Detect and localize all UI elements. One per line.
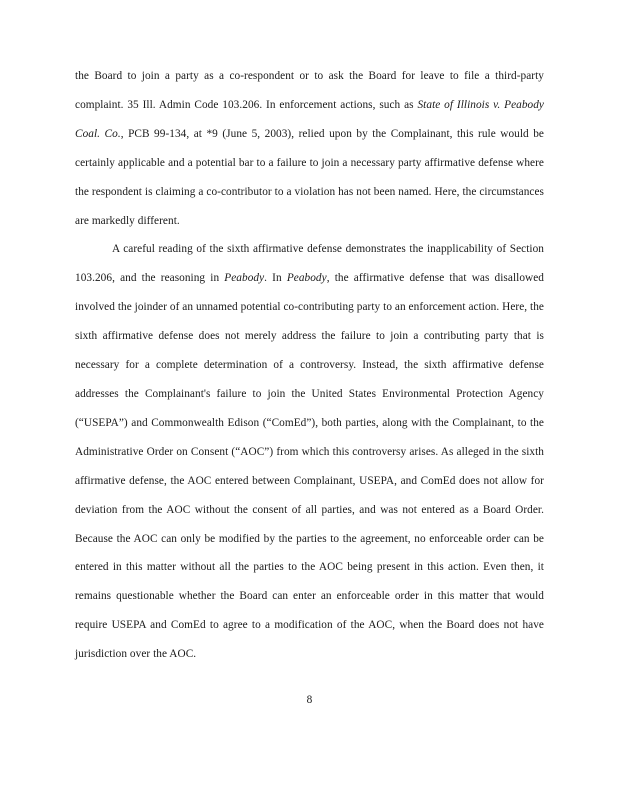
paragraph-1	[75, 62, 544, 235]
case-citation-peabody-1: Peabody	[224, 272, 265, 285]
paragraph-2-text-part-1: A careful reading of the sixth affirmative defense demonstrates the inapplicability of Section 103.206, and the reasoning in	[75, 243, 544, 285]
case-citation-peabody-2: Peabody	[286, 272, 327, 285]
page-number: 8	[306, 694, 313, 706]
paragraph-1-text-part-1: the Board to join a party as a co-respondent or to ask the Board for leave to file a third-party complaint. 35 Ill. Admin Code 103.206. In enforcement actions, such as	[75, 70, 544, 111]
paragraph-2	[75, 235, 544, 669]
paragraph-2-text-part-2: . In	[264, 272, 287, 285]
case-citation-state-v-peabody: State of Illinois v. Peabody Coal. Co.	[75, 98, 544, 140]
paragraph-1-text-part-2: , PCB 99-134, at *9 (June 5, 2003), relied upon by the Complainant, this rule would be certainly applicable and a potential bar to a failure to join a necessary party affirmative defense where the respondent is claiming a co-contributor to a violation has not been named. Here, the circumstances are markedly different.	[75, 127, 545, 227]
document-body	[75, 62, 544, 669]
paragraph-2-text-part-3: , the affirmative defense that was disallowed involved the joinder of an unnamed potential co-contributing party to an enforcement action. Here, the sixth affirmative defense does not merely address the failure to join a contributing party that is necessary for a complete determination of a controversy. Instead, the sixth affirmative defense addresses the Complainant's failure to join the United States Environmental Protection Agency (“USEPA”) and Commonwealth Edison (“ComEd”), both parties, along with the Complainant, to the Administrative Order on Consent (“AOC”) from which this controversy arises. As alleged in the sixth affirmative defense, the AOC entered between Complainant, USEPA, and ComEd does not allow for deviation from the AOC without the consent of all parties, and was not entered as a Board Order. Because the AOC can only be modified by the parties to the agreement, no enforceable order can be entered in this matter without all the parties to the AOC being present in this action. Even then, it remains questionable whether the Board can enter an enforceable order in this matter that would require USEPA and ComEd to agree to a modification of the AOC, when the Board does not have jurisdiction over the AOC.	[75, 272, 544, 661]
